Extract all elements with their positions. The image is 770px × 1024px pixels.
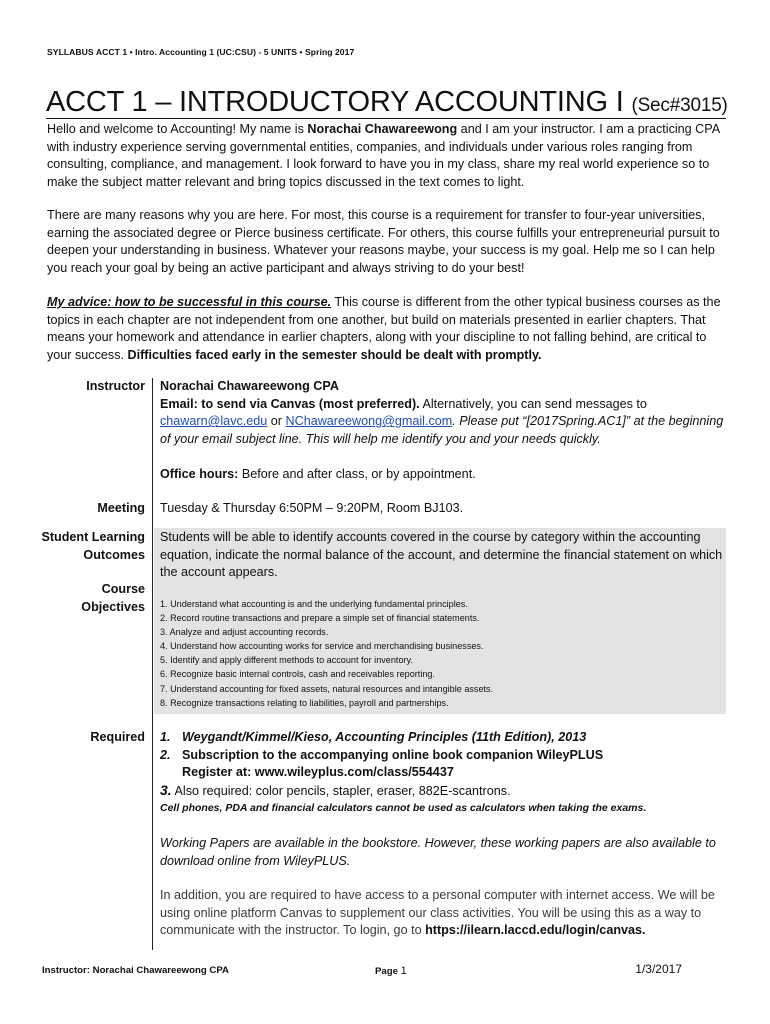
required-item-3: [160, 782, 730, 801]
instructor-label: Instructor: [86, 379, 145, 393]
footer-date: 1/3/2017: [635, 962, 682, 976]
objective-item: 4. Understand how accounting works for service and merchandising businesses.: [160, 641, 484, 652]
email-link-gmail[interactable]: NChawareewong@gmail.com: [285, 414, 453, 429]
instructor-info: [160, 378, 726, 484]
title-section: (Sec#3015): [631, 95, 728, 116]
required-num-1: 1.: [160, 730, 171, 744]
objectives-label-line1: Course: [101, 582, 145, 596]
title-divider: [46, 118, 726, 119]
advice-body: This course is different from the other typical business courses as the topics in each chapter are not independent from one another, but build on materials presented in earlier chapters. That means your homework and attendance in earlier chapters, along with your discipline to not falling behind, are critical to your success.: [47, 295, 721, 362]
office-hours-label: Office hours:: [160, 466, 239, 481]
office-hours-text: Before and after class, or by appointment.: [238, 466, 476, 481]
outcomes-text: Students will be able to identify accounts covered in the course by category within the accounting equation, indicate the normal balance of the account, and determine the financial statement on which the account appears.: [160, 530, 723, 580]
objective-item: 7. Understand accounting for fixed assets, natural resources and intangible assets.: [160, 683, 494, 694]
title-main: ACCT 1 – INTRODUCTORY ACCOUNTING I: [46, 86, 632, 118]
computer-text: In addition, you are required to have access to a personal computer with internet access. We will be using online platform Canvas to supplement our class activities. You will be using this as a way to communicate with the instructor. To login, go to: [160, 888, 715, 938]
email-alt-text: Alternatively, you can send messages to: [419, 396, 647, 411]
computer-requirement: [160, 887, 730, 940]
required-item-2: [160, 747, 730, 765]
intro-paragraph-1: [47, 121, 729, 191]
required-materials: [160, 729, 730, 940]
course-header: SYLLABUS ACCT 1 • Intro. Accounting 1 (UC:CSU) - 5 UNITS • Spring 2017: [47, 47, 355, 57]
required-wileyplus-register: Register at: www.wileyplus.com/class/554437: [182, 765, 454, 780]
objective-item: 2. Record routine transactions and prepare a simple set of financial statements.: [160, 613, 480, 624]
objective-item: 5. Identify and apply different methods to account for inventory.: [160, 655, 413, 666]
required-label: Required: [90, 730, 145, 744]
required-num-2: 2.: [160, 747, 171, 762]
office-hours: [160, 466, 726, 484]
instructor-email-block: [160, 396, 726, 449]
label-column-divider: [152, 378, 153, 950]
required-num-3: 3.: [160, 781, 172, 798]
advice-paragraph: [47, 294, 729, 364]
email-intro: Email: to send via Canvas (most preferred).: [160, 396, 420, 411]
advice-emphasis: Difficulties faced early in the semester should be dealt with promptly.: [127, 347, 542, 362]
email-or: or: [267, 414, 286, 429]
email-subject-note: . Please put “[2017Spring.AC1]” at the beginning of your email subject line. This will help me identify you and your needs quickly.: [160, 414, 724, 446]
objective-item: 3. Analyze and adjust accounting records.: [160, 627, 329, 638]
outcomes-label-line2: Outcomes: [83, 547, 145, 562]
footer-page: [375, 965, 407, 977]
required-textbook: Weygandt/Kimmel/Kieso, Accounting Principles (11th Edition), 2013: [182, 730, 587, 744]
working-papers-note: Working Papers are available in the bookstore. However, these working papers are also available to download online from WileyPLUS.: [160, 835, 716, 868]
required-wileyplus: Subscription to the accompanying online book companion WileyPLUS: [182, 747, 604, 762]
footer-page-number: 1: [400, 965, 407, 977]
footer-page-label: Page: [375, 966, 398, 977]
meeting-label: Meeting: [97, 501, 145, 515]
meeting-text: Tuesday & Thursday 6:50PM – 9:20PM, Room BJ103.: [160, 501, 464, 515]
required-item-1: [160, 729, 730, 747]
outcomes-label-line1: Student Learning: [41, 530, 145, 544]
footer-instructor: Instructor: Norachai Chawareewong CPA: [42, 965, 229, 976]
canvas-login-url[interactable]: https://ilearn.laccd.edu/login/canvas.: [425, 923, 646, 938]
calculator-warning: Cell phones, PDA and financial calculators cannot be used as calculators when taking the exams.: [160, 802, 647, 815]
objectives-list: [160, 597, 720, 710]
required-item-2b: [160, 764, 730, 782]
objective-item: 8. Recognize transactions relating to liabilities, payroll and partnerships.: [160, 697, 449, 708]
email-link-lavc[interactable]: chawarn@lavc.edu: [160, 414, 268, 429]
intro-p1-text-b: and I am your instructor. I am a practicing CPA with industry experience serving governmental entities, companies, and individuals under various roles ranging from consulting, compliance, and management. I look forward to have you in my class, share my real world experience so to make the subject matter relevant and bring topics discussed in the text comes to light.: [47, 122, 720, 189]
intro-paragraph-2: There are many reasons why you are here. For most, this course is a requirement for transfer to four-year universities, earning the associated degree or Pierce business certificate. For others, this course fulfills your entrepreneurial pursuit to deepen your understanding in business. Whatever your reasons maybe, your success is my goal. Help me so I can help you reach your goal by being an active participant and always striving to do your best!: [47, 208, 720, 275]
outcomes-label: [41, 529, 145, 564]
objectives-label-line2: Objectives: [81, 599, 145, 614]
advice-heading: My advice: how to be successful in this course.: [47, 295, 332, 309]
intro-p1-text-a: Hello and welcome to Accounting! My name is: [47, 122, 308, 136]
objectives-label: [81, 581, 145, 616]
instructor-name: Norachai Chawareewong CPA: [160, 379, 339, 393]
required-supplies: Also required: color pencils, stapler, eraser, 882E-scantrons.: [171, 783, 511, 798]
instructor-name-inline: Norachai Chawareewong: [307, 122, 458, 136]
objective-item: 6. Recognize basic internal controls, cash and receivables reporting.: [160, 669, 435, 680]
objective-item: 1. Understand what accounting is and the underlying fundamental principles.: [160, 599, 468, 609]
